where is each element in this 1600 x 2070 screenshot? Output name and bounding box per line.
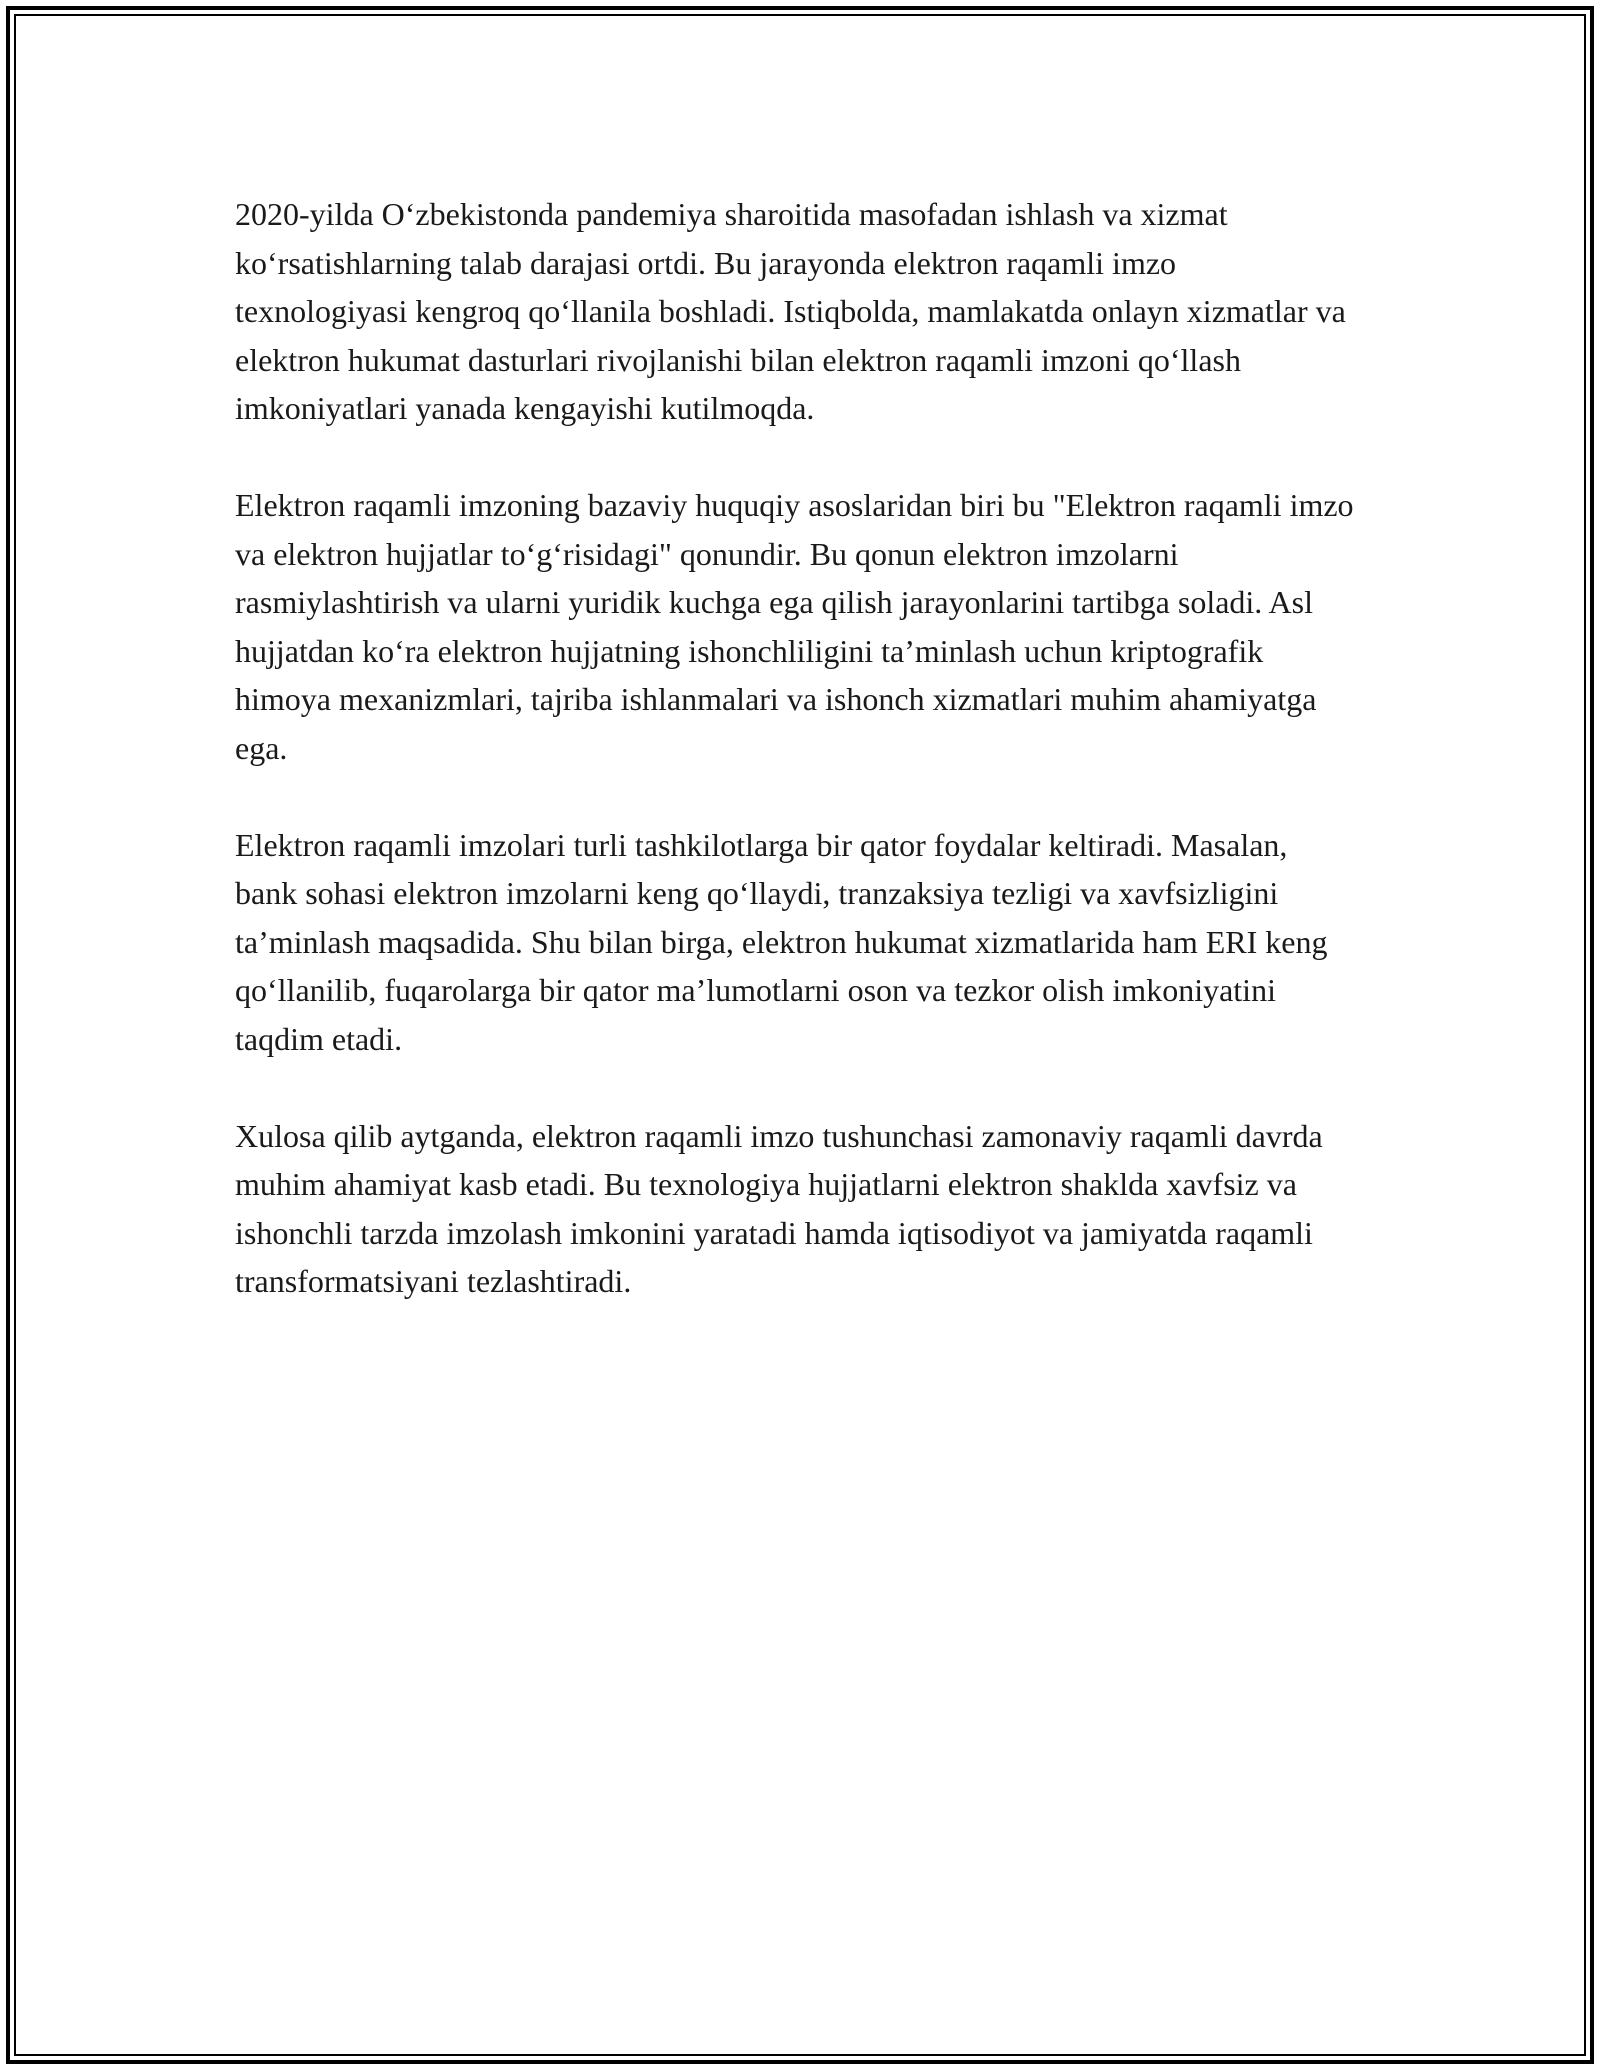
paragraph-4: Xulosa qilib aytganda, elektron raqamli imzo tushunchasi zamonaviy raqamli davrda muhim ahamiyat kasb etadi. Bu texnologiya hujjatlarni elektron shaklda xavfsiz va ishonchli tarzda imzolash imkonini yaratadi hamda iqtisodiyot va jamiyatda raqamli transformatsiyani tezlashtiradi. — [235, 1117, 1323, 1299]
paragraph-3: Elektron raqamli imzolari turli tashkilotlarga bir qator foydalar keltiradi. Masalan, bank sohasi elektron imzolarni keng qo‘llaydi, tranzaksiya tezligi va xavfsizligini ta’minlash maqsadida. Shu bilan birga, elektron hukumat xizmatlarida ham ERI keng qo‘llanilib, fuqarolarga bir qator ma’lumotlarni oson va tezkor olish imkoniyatini taqdim etadi. — [235, 826, 1328, 1057]
document-body — [235, 190, 1355, 1354]
paragraph-2: Elektron raqamli imzoning bazaviy huquqiy asoslaridan biri bu "Elektron raqamli imzo va elektron hujjatlar to‘g‘risidagi" qonundir. Bu qonun elektron imzolarni rasmiylashtirish va ularni yuridik kuchga ega qilish jarayonlarini tartibga soladi. Asl hujjatdan ko‘ra elektron hujjatning ishonchliligini ta’minlash uchun kriptografik himoya mexanizmlari, tajriba ishlanmalari va ishonch xizmatlari muhim ahamiyatga ega. — [235, 487, 1354, 766]
paragraph-1: 2020-yilda O‘zbekistonda pandemiya sharoitida masofadan ishlash va xizmat ko‘rsatishlarning talab darajasi ortdi. Bu jarayonda elektron raqamli imzo texnologiyasi kengroq qo‘llanila boshladi. Istiqbolda, mamlakatda onlayn xizmatlar va elektron hukumat dasturlari rivojlanishi bilan elektron raqamli imzoni qo‘llash imkoniyatlari yanada kengayishi kutilmoqda. — [235, 196, 1346, 426]
